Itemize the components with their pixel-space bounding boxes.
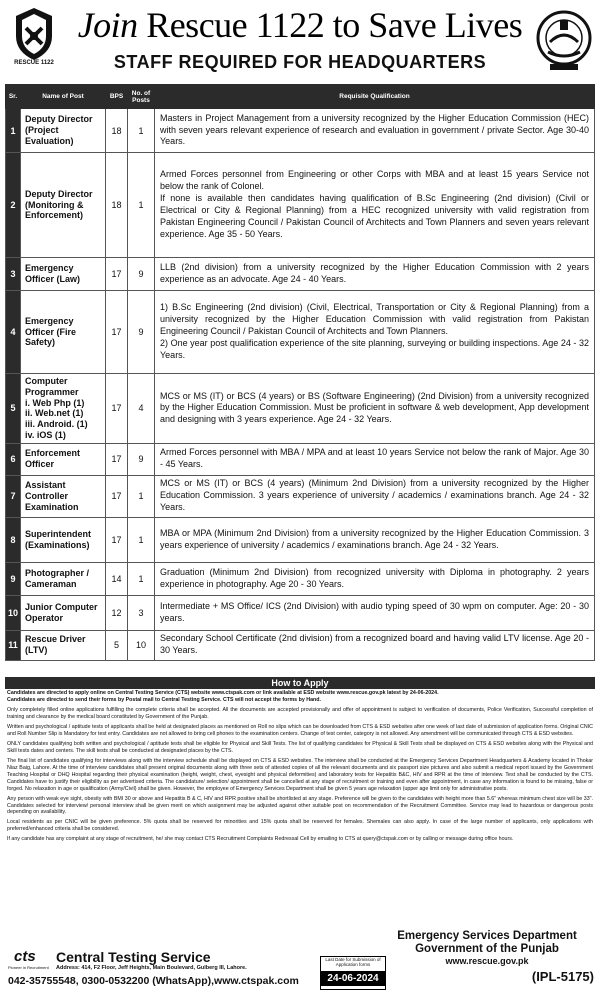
col-qualification: Requisite Qualification xyxy=(155,85,595,109)
instruction-paragraph: ONLY candidates qualifying both written and psychological / aptitude tests shall be eligible for Physical and Skill Tests. The list of qualifying candidates for Physical & Skill Tests shall be displayed on CTS & ESD websites along with the Physical and Skill tests dates and centers. The skill tests shall be conducted at designated places by the CTS. xyxy=(7,741,593,754)
row-post: Enforcement Officer xyxy=(21,443,106,475)
title-script: Join xyxy=(77,5,138,45)
instruction-paragraph: Only completely filled online applications fulfilling the complete criteria shall be accepted. All the documents are accepted provisionally and offer of appointment is subject to verification of documents, Police Verification, Successful completion of training and clearance by the medical board constituted by Government of the Punjab. xyxy=(7,707,593,721)
row-bps: 17 xyxy=(106,475,128,517)
table-row xyxy=(6,562,595,595)
table-row xyxy=(6,374,595,444)
row-sr: 7 xyxy=(6,475,21,517)
row-bps: 18 xyxy=(106,153,128,258)
row-post: Deputy Director (Monitoring & Enforcement) xyxy=(21,153,106,258)
row-bps: 17 xyxy=(106,291,128,374)
punjab-government-emblem-icon xyxy=(536,8,592,74)
row-bps: 18 xyxy=(106,109,128,153)
row-qualification: MCS or MS (IT) or BCS (4 years) or BS (Software Engineering) (2nd Division) from a university recognized by the Higher Education Commission. Must be proficient in software & web development, App development and designing with 3 years experience. Age 24 - 32 Years. xyxy=(155,374,595,444)
row-bps: 17 xyxy=(106,258,128,291)
row-qualification: Intermediate + MS Office/ ICS (2nd Division) with audio typing speed of 30 wpm on computer. Age: 20 - 30 years. xyxy=(155,595,595,630)
col-bps: BPS xyxy=(106,85,128,109)
row-post: Junior Computer Operator xyxy=(21,595,106,630)
row-post: Rescue Driver (LTV) xyxy=(21,630,106,660)
row-posts: 9 xyxy=(128,443,155,475)
row-post: Emergency Officer (Fire Safety) xyxy=(21,291,106,374)
table-header-row xyxy=(6,85,595,109)
row-posts: 3 xyxy=(128,595,155,630)
row-posts: 10 xyxy=(128,630,155,660)
instruction-paragraph: Any person with weak eye sight, obesity with BMI 30 or above and Hepatitis B & C, HIV and RPR positive shall be shortlisted at any stage. Preference will be given to the candidates with height more than 5.6" whereas minimum chest size will be 33". Candidates selected for interview/ personal interview shall be given merit on which assignment may be adjusted against other suitable post on recommendation of the Recruitment Committee. Service may lead to hazardous or dangerous posts depending on availability. xyxy=(7,795,593,816)
instruction-paragraph: Written and psychological / aptitude tests of applicants shall be held at designated places as mentioned on Roll no slips which can be downloaded from CTS & ESD websites after one week of last date of submission of application forms. Original CNIC and Roll Number Slip is Mandatory for test entry. Candidates are not allowed to bring cell phones to the examination centers. Change of test center, category is not allowed. Any amendment will be communicated through CTS & ESD websites. xyxy=(7,724,593,738)
row-bps: 17 xyxy=(106,443,128,475)
dept-government: Government of the Punjab xyxy=(415,943,559,956)
row-bps: 17 xyxy=(106,374,128,444)
ipl-reference: (IPL-5175) xyxy=(531,969,594,984)
table-row xyxy=(6,153,595,258)
instruction-paragraph: Candidates are directed to apply online on Central Testing Service (CTS) website www.ctspak.com or link available at ESD website www.rescue.gov.pk latest by 24-06-2024. xyxy=(7,690,439,696)
table-row xyxy=(6,630,595,660)
cts-name: Central Testing Service xyxy=(56,949,211,965)
row-qualification: 1) B.Sc Engineering (2nd division) (Civil, Electrical, Transportation or City & Regional Planning) from a university recognized by the Higher Education Commission with valid registration from Pakistan Engineering Council / Pakistan Council of Architects and Town Planners. 2) One year post qualification experience of the site planning, surveying or building inspections. Age 24 - 32 Years. xyxy=(155,291,595,374)
row-post: Deputy Director (Project Evaluation) xyxy=(21,109,106,153)
instruction-paragraph: Local residents as per CNIC will be given preference. 5% quota shall be reserved for minorities and 15% quota shall be reserved for females. Shemales can also apply. In case of the large number of applicants, only applications with preferred/enhanced criteria shall be considered. xyxy=(7,819,593,833)
row-post: Computer Programmer i. Web Php (1) ii. Web.net (1) iii. Android. (1) iv. iOS (1) xyxy=(21,374,106,444)
cts-phone: 042-35755548, 0300-0532200 (WhatsApp),www.ctspak.com xyxy=(8,975,299,987)
instruction-paragraph: Candidates are directed to send their forms by Postal mail to Central Testing Service. CTS will not accept the forms by Hand. xyxy=(7,697,321,704)
row-posts: 9 xyxy=(128,291,155,374)
table-row xyxy=(6,475,595,517)
row-bps: 5 xyxy=(106,630,128,660)
page-subtitle: STAFF REQUIRED FOR HEADQUARTERS xyxy=(113,52,487,72)
row-post: Assistant Controller Examination xyxy=(21,475,106,517)
row-posts: 4 xyxy=(128,374,155,444)
row-sr: 11 xyxy=(6,630,21,660)
instruction-paragraph: The final list of candidates qualifying for interviews along with the interview schedule shall be displayed on CTS & ESD websites. The interview shall be conducted at the Emergency Services Department Headquarters & Academy located in Thokar Niaz Baig, Lahore. At the time of interview candidates shall present original documents along with three sets of attested copies of all the relevant documents and six passport size pictures and also submit a medical report issued by the Government Teaching Hospital or DHQ Hospital regarding their physical examination (height, weight, chest, eyesight and physical deformities) and laboratory tests for Hepatitis B&C, HIV and RPR at the time of interview. Test shall be conducted by the CTS. Candidates have to justify their eligibility as per advertised criteria. The candidature/ selection/ appointment shall be cancelled at any stage of recruitment or training and even after appointment, in case any information is found to be missing, false or forged. No relaxation in age or qualification (Army/Civil) shall be given. However, the employee of Emergency Services Department shall be given 5 years age relaxation (upper age limit only for administrative posts. xyxy=(7,758,593,792)
last-date-caption: Last Date for Submission of Application forms xyxy=(325,957,381,967)
row-qualification: MCS or MS (IT) or BCS (4 years) (Minimum 2nd Division) from a university recognized by the Higher Education Commission. 3 years experience of university / academics / examinations branch. Age 24 - 32 Years. xyxy=(155,475,595,517)
how-to-apply-heading: How to Apply xyxy=(5,677,595,689)
last-date-value: 24-06-2024 xyxy=(321,971,385,986)
row-bps: 12 xyxy=(106,595,128,630)
row-qualification: Armed Forces personnel with MBA / MPA and at least 10 years Service not below the rank of Major. Age 30 - 45 Years. xyxy=(155,443,595,475)
title-main: Rescue 1122 to Save Lives xyxy=(146,5,523,45)
col-post: Name of Post xyxy=(21,85,106,109)
table-row xyxy=(6,258,595,291)
row-posts: 1 xyxy=(128,109,155,153)
logo-caption: RESCUE 1122 xyxy=(14,60,54,66)
page-title xyxy=(70,4,530,46)
dept-name: Emergency Services Department xyxy=(397,930,577,942)
row-qualification: Graduation (Minimum 2nd Division) from recognized university with Diploma in photography. 2 years experience in photography. Age 20 - 30 Years. xyxy=(155,562,595,595)
row-sr: 6 xyxy=(6,443,21,475)
table-row xyxy=(6,443,595,475)
ad-header xyxy=(0,0,600,84)
row-bps: 17 xyxy=(106,517,128,562)
dept-website: www.rescue.gov.pk xyxy=(445,956,529,967)
posts-table xyxy=(5,84,595,661)
row-qualification: Secondary School Certificate (2nd division) from a recognized board and having valid LTV license. Age 20 - 30 Years. xyxy=(155,630,595,660)
table-row xyxy=(6,595,595,630)
row-sr: 5 xyxy=(6,374,21,444)
row-qualification: Masters in Project Management from a university recognized by the Higher Education Commission (HEC) with seven years relevant experience of research and evaluation in government / private Sector. Age 30-40 Years. xyxy=(155,109,595,153)
row-bps: 14 xyxy=(106,562,128,595)
cts-address: Address: 414, F2 Floor, Jeff Heights, Main Boulevard, Gulberg III, Lahore. xyxy=(56,965,247,971)
row-qualification: Armed Forces personnel from Engineering or other Corps with MBA and at least 15 years Service not below the rank of Colonel. If none is available then candidates having qualification of B.Sc Engineering (2nd division) (Civil or Electrical or City & Regional Planning) from a HEC recognized university with valid registration from Pakistan Engineering Council / Pakistan Council of Architects and Town Planners and seven years relevant experience. Age 35 - 50 Years. xyxy=(155,153,595,258)
row-sr: 3 xyxy=(6,258,21,291)
row-posts: 1 xyxy=(128,153,155,258)
row-posts: 9 xyxy=(128,258,155,291)
cts-tagline: Pioneer in Recruitment xyxy=(8,965,49,970)
table-row xyxy=(6,291,595,374)
row-sr: 10 xyxy=(6,595,21,630)
row-sr: 8 xyxy=(6,517,21,562)
row-qualification: MBA or MPA (Minimum 2nd Division) from a university recognized by the Higher Education Commission. 3 years experience of university / academics / examinations branch. Age 24 - 32 Years. xyxy=(155,517,595,562)
col-sr: Sr. xyxy=(6,85,21,109)
row-posts: 1 xyxy=(128,562,155,595)
department-signature xyxy=(392,930,582,966)
instruction-paragraph: If any candidate has any complaint at any stage of recruitment, he/ she may contact CTS Recruitment Complaints Redressal Cell by emailing to CTS at query@ctspak.com or by calling or message during office hours. xyxy=(7,836,514,843)
how-to-apply-instructions xyxy=(7,690,593,846)
row-sr: 4 xyxy=(6,291,21,374)
row-post: Emergency Officer (Law) xyxy=(21,258,106,291)
row-sr: 9 xyxy=(6,562,21,595)
table-row xyxy=(6,517,595,562)
row-posts: 1 xyxy=(128,517,155,562)
row-post: Superintendent (Examinations) xyxy=(21,517,106,562)
row-posts: 1 xyxy=(128,475,155,517)
row-sr: 1 xyxy=(6,109,21,153)
last-date-box xyxy=(320,956,386,990)
row-post: Photographer / Cameraman xyxy=(21,562,106,595)
cts-logo-icon: cts xyxy=(14,948,36,965)
rescue-1122-logo-icon xyxy=(12,6,56,62)
table-row xyxy=(6,109,595,153)
row-sr: 2 xyxy=(6,153,21,258)
col-posts: No. of Posts xyxy=(128,85,155,109)
row-qualification: LLB (2nd division) from a university recognized by the Higher Education Commission with 2 years experience as an advocate. Age 24 - 40 Years. xyxy=(155,258,595,291)
